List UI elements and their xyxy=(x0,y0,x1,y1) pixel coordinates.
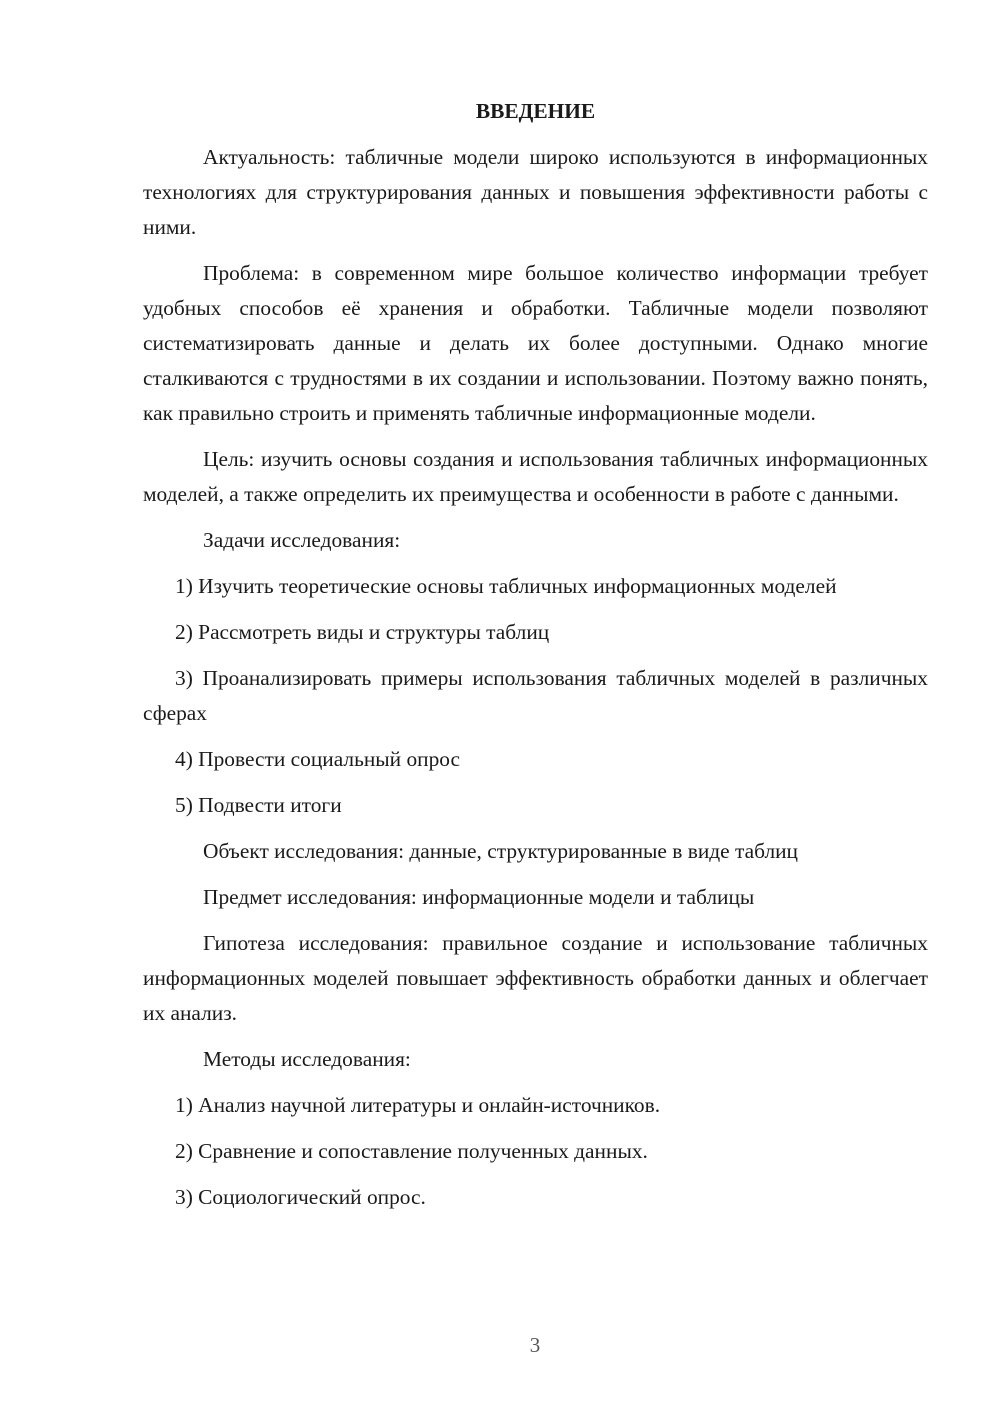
method-item: 1) Анализ научной литературы и онлайн-источников. xyxy=(175,1093,661,1117)
task-item: 2) Рассмотреть виды и структуры таблиц xyxy=(175,620,550,644)
hypothesis-paragraph: Гипотеза исследования: правильное создание и использование табличных информационных моделей повышает эффективность обработки данных и облегчает их анализ. xyxy=(143,931,928,1025)
page-content xyxy=(143,94,928,1226)
problem-paragraph: Проблема: в современном мире большое количество информации требует удобных способов её хранения и обработки. Табличные модели позволяют систематизировать данные и делать их более доступными. Однако многие сталкиваются с трудностями в их создании и использовании. Поэтому важно понять, как правильно строить и применять табличные информационные модели. xyxy=(143,261,928,425)
methods-heading: Методы исследования: xyxy=(203,1047,411,1071)
task-item: 5) Подвести итоги xyxy=(175,793,342,817)
section-title: ВВЕДЕНИЕ xyxy=(475,99,596,123)
page-number: 3 xyxy=(529,1333,541,1357)
relevance-paragraph: Актуальность: табличные модели широко используются в информационных технологиях для структурирования данных и повышения эффективности работы с ними. xyxy=(143,145,928,239)
object-paragraph: Объект исследования: данные, структурированные в виде таблиц xyxy=(203,839,799,863)
method-item: 3) Социологический опрос. xyxy=(175,1185,426,1209)
task-item: 4) Провести социальный опрос xyxy=(175,747,461,771)
task-item: 3) Проанализировать примеры использования табличных моделей в различных сферах xyxy=(143,666,928,725)
subject-paragraph: Предмет исследования: информационные модели и таблицы xyxy=(203,885,755,909)
method-item: 2) Сравнение и сопоставление полученных данных. xyxy=(175,1139,648,1163)
goal-paragraph: Цель: изучить основы создания и использования табличных информационных моделей, а также определить их преимущества и особенности в работе с данными. xyxy=(143,447,928,506)
task-item: 1) Изучить теоретические основы табличных информационных моделей xyxy=(175,574,837,598)
tasks-heading: Задачи исследования: xyxy=(203,528,401,552)
